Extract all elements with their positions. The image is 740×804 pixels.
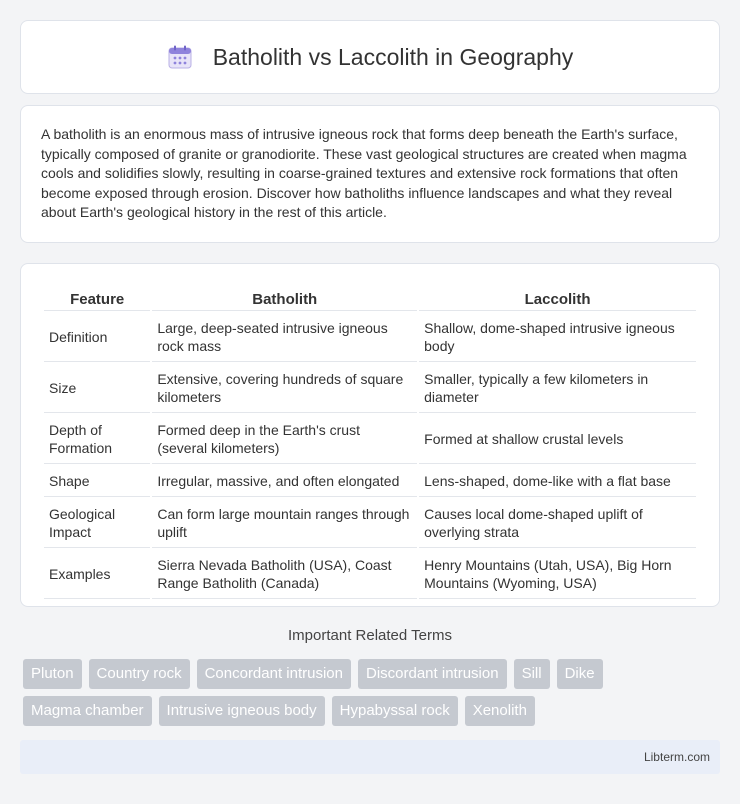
comparison-table: [42, 284, 698, 601]
table-cell-laccolith: Formed at shallow crustal levels: [419, 415, 696, 464]
intro-card: [20, 105, 720, 243]
table-row: [44, 364, 696, 413]
table-header-row: [44, 286, 696, 311]
tag-dike[interactable]: Dike: [557, 659, 603, 689]
footer-site-link[interactable]: Libterm.com: [643, 750, 710, 764]
tag-concordant-intrusion[interactable]: Concordant intrusion: [197, 659, 351, 689]
column-header-batholith: Batholith: [152, 286, 417, 311]
tag-row: [23, 696, 723, 726]
table-cell-laccolith: Lens-shaped, dome-like with a flat base: [419, 466, 696, 497]
table-cell-feature: Geological Impact: [44, 499, 150, 548]
table-cell-laccolith: Shallow, dome-shaped intrusive igneous body: [419, 313, 696, 362]
table-row: [44, 313, 696, 362]
table-cell-batholith: Formed deep in the Earth's crust (several kilometers): [152, 415, 417, 464]
title-card: [20, 20, 720, 94]
tag-intrusive-igneous-body[interactable]: Intrusive igneous body: [159, 696, 325, 726]
related-terms-heading: Important Related Terms: [288, 627, 452, 644]
column-header-laccolith: Laccolith: [419, 286, 696, 311]
table-cell-feature: Definition: [44, 313, 150, 362]
table-row: [44, 415, 696, 464]
table-row: [44, 466, 696, 497]
footer: [20, 740, 720, 774]
column-header-feature: Feature: [44, 286, 150, 311]
table-cell-batholith: Can form large mountain ranges through uplift: [152, 499, 417, 548]
page-title: Batholith vs Laccolith in Geography: [212, 43, 574, 70]
tag-row: [23, 659, 723, 689]
table-cell-laccolith: Smaller, typically a few kilometers in diameter: [419, 364, 696, 413]
calendar-icon: [167, 44, 193, 70]
related-terms-tags: [23, 659, 723, 733]
table-cell-laccolith: Causes local dome-shaped uplift of overlying strata: [419, 499, 696, 548]
table-cell-feature: Examples: [44, 550, 150, 599]
table-cell-batholith: Sierra Nevada Batholith (USA), Coast Range Batholith (Canada): [152, 550, 417, 599]
table-cell-feature: Depth of Formation: [44, 415, 150, 464]
tag-country-rock[interactable]: Country rock: [89, 659, 190, 689]
tag-hypabyssal-rock[interactable]: Hypabyssal rock: [332, 696, 458, 726]
table-cell-feature: Shape: [44, 466, 150, 497]
table-cell-batholith: Extensive, covering hundreds of square kilometers: [152, 364, 417, 413]
tag-pluton[interactable]: Pluton: [23, 659, 82, 689]
table-cell-batholith: Large, deep-seated intrusive igneous rock mass: [152, 313, 417, 362]
comparison-card: [20, 263, 720, 607]
tag-sill[interactable]: Sill: [514, 659, 550, 689]
tag-magma-chamber[interactable]: Magma chamber: [23, 696, 152, 726]
table-cell-laccolith: Henry Mountains (Utah, USA), Big Horn Mountains (Wyoming, USA): [419, 550, 696, 599]
table-cell-batholith: Irregular, massive, and often elongated: [152, 466, 417, 497]
table-row: [44, 499, 696, 548]
table-row: [44, 550, 696, 599]
tag-xenolith[interactable]: Xenolith: [465, 696, 535, 726]
intro-paragraph: A batholith is an enormous mass of intrusive igneous rock that forms deep beneath the Earth's surface, typically composed of granite or granodiorite. These vast geological structures are created when magma cools and solidifies slowly, resulting in coarse-grained textures and extensive rock formations that often become exposed through erosion. Discover how batholiths influence landscapes and what they reveal about Earth's geological history in the rest of this article.: [41, 126, 687, 221]
tag-discordant-intrusion[interactable]: Discordant intrusion: [358, 659, 507, 689]
table-cell-feature: Size: [44, 364, 150, 413]
